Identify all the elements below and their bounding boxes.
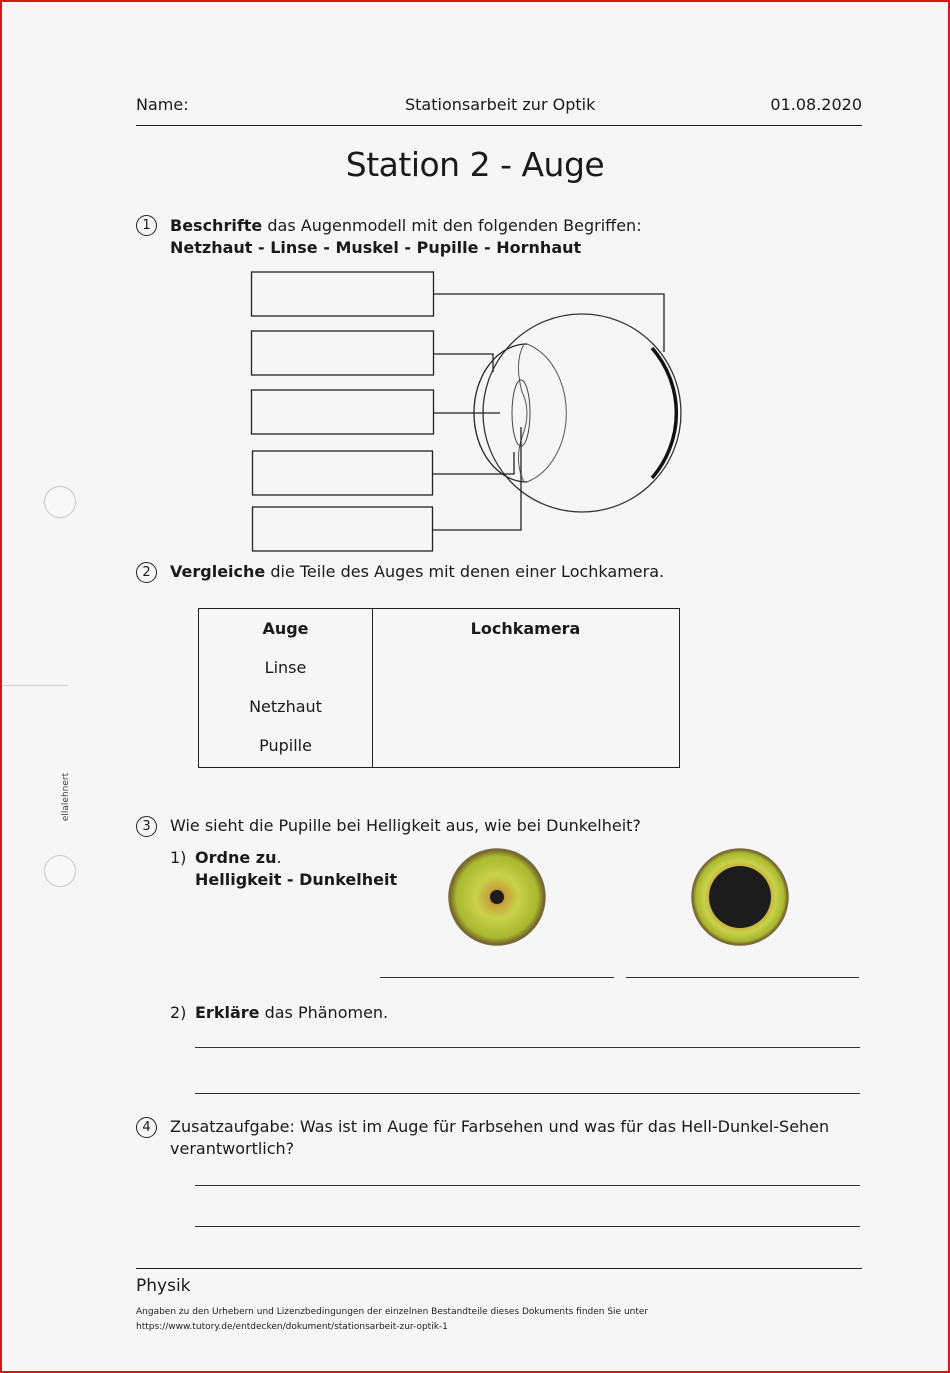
punch-hole-top [44, 486, 76, 518]
task-3-sub2-text: das Phänomen. [259, 1003, 389, 1022]
task-4-question: Zusatzaufgabe: Was ist im Auge für Farbsehen und was für das Hell-Dunkel-Sehen verantwortlich? [170, 1117, 830, 1158]
footer-note-line-1: Angaben zu den Urhebern und Lizenzbedingungen der einzelnen Bestandteile dieses Dokuments finden Sie unter [136, 1307, 649, 1317]
pointer-line-2 [434, 354, 493, 372]
name-label: Name: [136, 95, 189, 114]
label-box-3[interactable] [252, 390, 434, 434]
eye-small-pupil-image [442, 842, 552, 952]
task-2-instruction: die Teile des Auges mit denen einer Lochkamera. [265, 562, 665, 581]
retina [652, 348, 676, 478]
table-header-lochkamera: Lochkamera [470, 619, 581, 638]
task-2-text [170, 561, 664, 583]
date: 01.08.2020 [770, 95, 862, 114]
label-box-1[interactable] [252, 272, 434, 316]
task-3-sub1-dot: . [276, 848, 282, 867]
footer-note [136, 1305, 648, 1335]
answer-line-large-pupil[interactable] [626, 977, 859, 978]
footer-rule [136, 1268, 862, 1269]
footer-subject: Physik [136, 1276, 191, 1296]
table-row-linse: Linse [264, 658, 307, 677]
answer-line-extra-2[interactable] [195, 1226, 860, 1227]
eye-large-pupil-image [685, 842, 795, 952]
task-1-terms: Netzhaut - Linse - Muskel - Pupille - Hornhaut [170, 238, 582, 257]
task-1-number: 1 [136, 215, 157, 236]
task-1-text [170, 215, 642, 259]
answer-line-extra-1[interactable] [195, 1185, 860, 1186]
author-tag: ellalehnert [61, 772, 72, 822]
task-3-sub1-terms: Helligkeit - Dunkelheit [195, 870, 398, 889]
task-1-verb: Beschrifte [170, 216, 263, 235]
label-box-5[interactable] [253, 507, 433, 551]
task-3-sub2-verb: Erkläre [195, 1003, 260, 1022]
task-4-number: 4 [136, 1117, 157, 1138]
footer-source-link[interactable]: https://www.tutory.de/entdecken/dokument/stationsarbeit-zur-optik-1 [136, 1322, 448, 1332]
eyeball [483, 314, 681, 512]
task-2-verb: Vergleiche [170, 562, 266, 581]
iris-muscle [518, 344, 527, 482]
task-3-sub1-verb: Ordne zu [195, 848, 277, 867]
label-box-2[interactable] [252, 331, 434, 375]
pointer-line-1 [434, 294, 664, 352]
comparison-table [198, 608, 680, 768]
lochkamera-answer-area[interactable] [374, 645, 674, 763]
eye-diagram [242, 262, 702, 562]
task-3-sub2-number: 2) [170, 1003, 187, 1022]
table-row-pupille: Pupille [259, 736, 312, 755]
page-title: Station 2 - Auge [345, 145, 605, 184]
task-3-question: Wie sieht die Pupille bei Helligkeit aus, wie bei Dunkelheit? [170, 816, 641, 835]
label-box-4[interactable] [253, 451, 433, 495]
punch-hole-bottom [44, 855, 76, 887]
answer-line-small-pupil[interactable] [380, 977, 614, 978]
task-1-instruction: das Augenmodell mit den folgenden Begriffen: [262, 216, 642, 235]
task-3-number: 3 [136, 816, 157, 837]
cornea-inner [527, 344, 566, 482]
task-2-number: 2 [136, 562, 157, 583]
answer-line-explain-2[interactable] [195, 1093, 860, 1094]
header-rule [136, 125, 862, 126]
subject-title: Stationsarbeit zur Optik [405, 95, 596, 114]
task-3-sub1 [195, 847, 397, 891]
table-header-auge: Auge [262, 619, 309, 638]
task-3-sub2 [195, 1002, 388, 1024]
table-row-netzhaut: Netzhaut [249, 697, 322, 716]
fold-mark [2, 685, 68, 686]
answer-line-explain-1[interactable] [195, 1047, 860, 1048]
task-3-sub1-number: 1) [170, 848, 187, 867]
